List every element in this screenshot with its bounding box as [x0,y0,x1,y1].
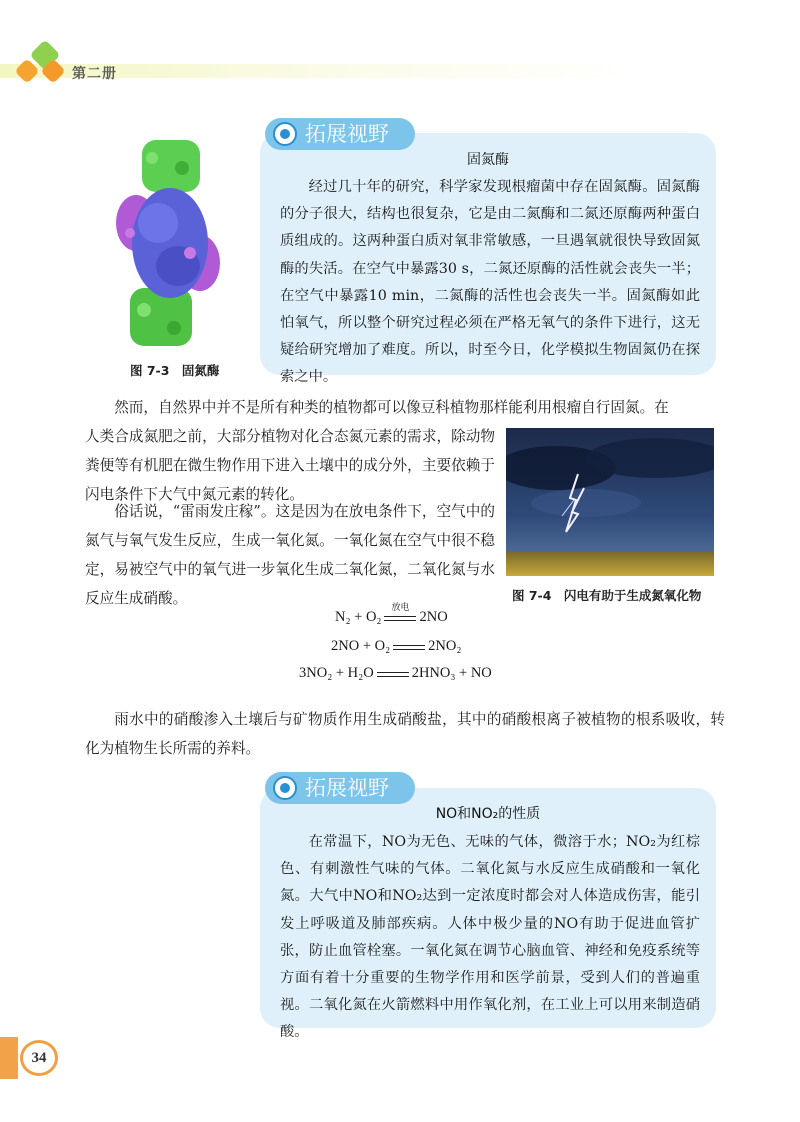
box2-body: 在常温下，NO为无色、无味的气体，微溶于水；NO₂为红棕色、有刺激性气味的气体。二氧化氮与水反应生成硝酸和一氧化氮。大气中NO和NO₂达到一定浓度时都会对人体造成伤害，能引发上呼吸道及肺部疾病。人体中极少量的NO有助于促进血管扩张，防止血管栓塞。一氧化氮在调节心脑血管、神经和免疫系统等方面有着十分重要的生物学作用和医学前景，受到人们的普遍重视。二氧化氮在火箭燃料中用作氧化剂，在工业上可以用来制造硝酸。 [280,834,700,1041]
equation-1-right: 2NO [419,609,448,625]
expand-view-tag-2-label: 拓展视野 [305,776,389,800]
figure-7-3-caption: 图 7-3 固氮酶 [130,363,220,378]
double-line-arrow [384,602,416,624]
paragraph-3: 雨水中的硝酸渗入土壤后与矿物质作用生成硝酸盐，其中的硝酸根离子被植物的根系吸收，转化为植物生长所需的养料。 [85,711,725,757]
equation-1 [335,602,448,626]
equation-2-left: 2NO + O₂ [331,638,391,654]
equation-1-left: N₂ + O₂ [335,609,382,625]
equation-2-right: 2NO₂ [428,638,462,654]
box2-title: NO和NO₂的性质 [435,806,541,822]
equation-3-left: 3NO₂ + H₂O [299,665,374,681]
double-line-arrow [393,641,425,653]
box1-body: 经过几十年的研究，科学家发现根瘤菌中存在固氮酶。固氮酶的分子很大，结构也很复杂，它是由二氮酶和二氮还原酶两种蛋白质组成的。这两种蛋白质对氧非常敏感，一旦遇氧就很快导致固氮酶的失活。在空气中暴露30 s，二氮还原酶的活性就会丧失一半；在空气中暴露10 min，二氮酶的活性也会丧失一半。固氮酶如此怕氧气，所以整个研究过程必须在严格无氧气的条件下进行，这无疑给研究增加了难度。所以，时至今日，化学模拟生物固氮仍在探索之中。 [280,179,700,386]
equation-2 [331,638,461,655]
paragraph-1-rest: 人类合成氮肥之前，大部分植物对化合态氮元素的需求，除动物粪便等有机肥在微生物作用下进入土壤中的成分外，主要依赖于闪电条件下大气中氮元素的转化。 [85,428,495,503]
equation-3-right: 2HNO₃ + NO [411,665,492,681]
paragraph-1-line-1: 然而，自然界中并不是所有种类的植物都可以像豆科植物那样能利用根瘤自行固氮。在 [114,399,669,416]
page-number: 34 [20,1040,58,1076]
page-number-bar [0,1037,18,1079]
nitrogenase-molecule-image [112,138,222,350]
volume-label: 第二册 [72,66,117,82]
box1-title: 固氮酶 [467,152,509,168]
eye-icon [273,776,297,800]
double-line-arrow [377,668,409,680]
paragraph-2: 俗话说，“雷雨发庄稼”。这是因为在放电条件下，空气中的氮气与氧气发生反应，生成一氧化氮。一氧化氮在空气中很不稳定，易被空气中的氧气进一步氧化生成二氧化氮，二氧化氮与水反应生成硝酸。 [85,503,495,607]
figure-7-4-caption: 图 7-4 闪电有助于生成氮氧化物 [512,588,702,603]
expand-view-tag-2 [265,772,415,804]
header-strip [0,64,800,78]
eye-icon [273,122,297,146]
lightning-photo [506,428,714,576]
expand-view-tag-1 [265,118,415,150]
expand-view-tag-1-label: 拓展视野 [305,122,389,146]
equation-1-condition: 放电 [391,602,410,613]
equation-3 [299,665,492,682]
